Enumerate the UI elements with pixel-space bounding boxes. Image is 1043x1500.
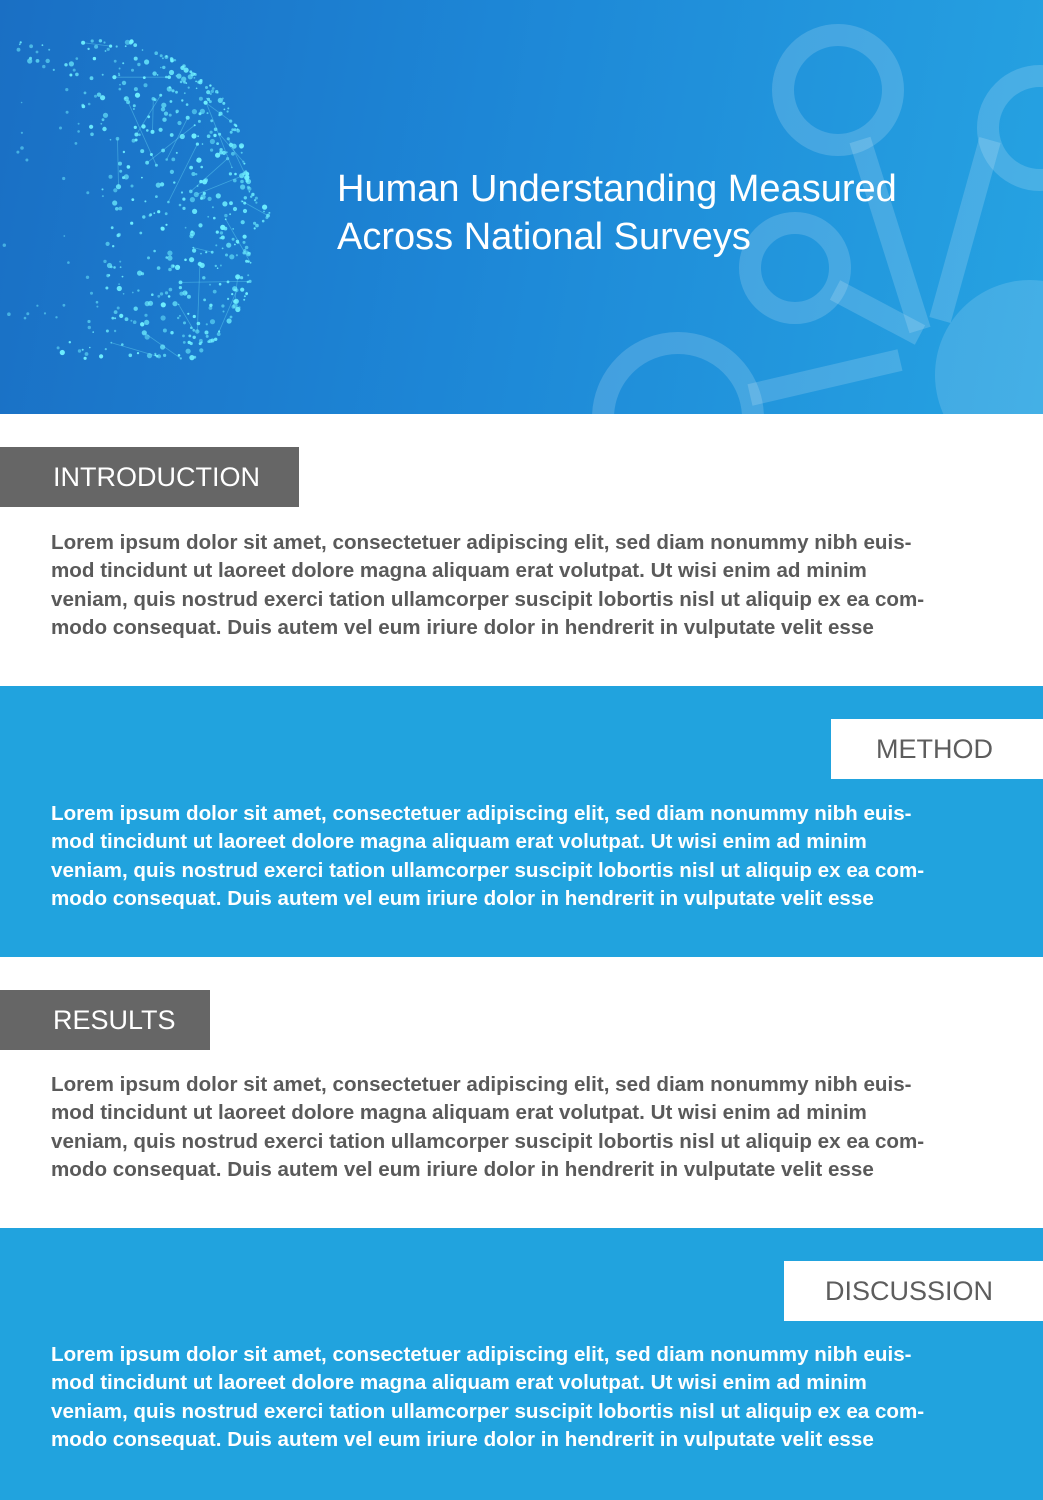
introduction-heading: INTRODUCTION bbox=[0, 447, 299, 507]
page-title bbox=[337, 165, 1017, 261]
text-line: veniam, quis nostrud exerci tation ullamcorper suscipit lobortis nisl ut aliquip ex ea com- bbox=[51, 1399, 925, 1423]
text-line: mod tincidunt ut laoreet dolore magna aliquam erat volutpat. Ut wisi enim ad minim bbox=[51, 559, 867, 583]
text-line: veniam, quis nostrud exerci tation ullamcorper suscipit lobortis nisl ut aliquip ex ea com- bbox=[51, 858, 925, 882]
results-text bbox=[51, 1071, 996, 1184]
method-text bbox=[51, 800, 996, 913]
introduction-section bbox=[0, 414, 1043, 686]
text-line: mod tincidunt ut laoreet dolore magna aliquam erat volutpat. Ut wisi enim ad minim bbox=[51, 1371, 867, 1395]
text-line: mod tincidunt ut laoreet dolore magna aliquam erat volutpat. Ut wisi enim ad minim bbox=[51, 830, 867, 854]
title-line-1: Human Understanding Measured bbox=[337, 168, 897, 210]
text-line: Lorem ipsum dolor sit amet, consectetuer adipiscing elit, sed diam nonummy nibh euis- bbox=[51, 531, 912, 554]
discussion-section bbox=[0, 1228, 1043, 1500]
discussion-heading: DISCUSSION bbox=[784, 1261, 1043, 1321]
method-heading: METHOD bbox=[831, 719, 1043, 779]
title-line-2: Across National Surveys bbox=[337, 216, 751, 258]
text-line: modo consequat. Duis autem vel eum iriure dolor in hendrerit in vulputate velit esse bbox=[51, 1157, 874, 1181]
text-line: modo consequat. Duis autem vel eum iriure dolor in hendrerit in vulputate velit esse bbox=[51, 886, 874, 910]
results-section bbox=[0, 957, 1043, 1228]
text-line: modo consequat. Duis autem vel eum iriure dolor in hendrerit in vulputate velit esse bbox=[51, 615, 874, 639]
text-line: mod tincidunt ut laoreet dolore magna aliquam erat volutpat. Ut wisi enim ad minim bbox=[51, 1101, 867, 1125]
text-line: Lorem ipsum dolor sit amet, consectetuer adipiscing elit, sed diam nonummy nibh euis- bbox=[51, 1343, 912, 1366]
text-line: veniam, quis nostrud exerci tation ullamcorper suscipit lobortis nisl ut aliquip ex ea com- bbox=[51, 1129, 925, 1153]
text-line: Lorem ipsum dolor sit amet, consectetuer adipiscing elit, sed diam nonummy nibh euis- bbox=[51, 1073, 912, 1096]
text-line: Lorem ipsum dolor sit amet, consectetuer adipiscing elit, sed diam nonummy nibh euis- bbox=[51, 802, 912, 825]
introduction-text bbox=[51, 529, 996, 642]
text-line: modo consequat. Duis autem vel eum iriure dolor in hendrerit in vulputate velit esse bbox=[51, 1427, 874, 1451]
discussion-text bbox=[51, 1341, 996, 1454]
method-section bbox=[0, 686, 1043, 957]
results-heading: RESULTS bbox=[0, 990, 210, 1050]
digital-face-icon bbox=[0, 0, 300, 414]
text-line: veniam, quis nostrud exerci tation ullamcorper suscipit lobortis nisl ut aliquip ex ea com- bbox=[51, 587, 925, 611]
header-banner bbox=[0, 0, 1043, 414]
